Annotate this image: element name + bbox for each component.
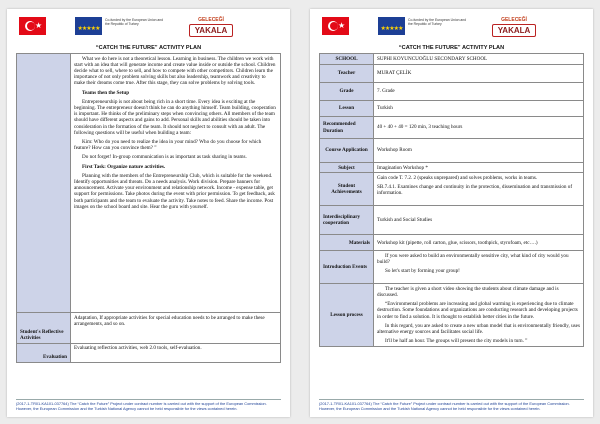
duration-label: Recommended Duration bbox=[320, 117, 374, 139]
activity-plan-table-right bbox=[319, 53, 584, 347]
teacher-value: MURAT ÇELİK bbox=[374, 65, 584, 83]
evaluation-label: Evaluation bbox=[17, 343, 71, 362]
reflective-value: Adaptation, If appropriate activities for special education needs to be arranged to make these arrangements, and so on. bbox=[71, 313, 281, 344]
turkey-flag-logo: ★ bbox=[322, 17, 349, 35]
activity-plan-table-left bbox=[16, 53, 281, 363]
eu-flag-logo: ★★★★★ bbox=[378, 17, 405, 35]
school-value: SUPHI KOYUNCUOĞLU SECONDARY SCHOOL bbox=[374, 54, 584, 65]
process-item: “Environmental problems are increasing and global warming is experiencing due to climate destruction. Some foundations and organizations are conducting research and developing projects in order to find a solution. It is thought to establish better cities in the future. bbox=[377, 301, 578, 320]
activity-body-cell bbox=[71, 54, 281, 313]
right-page bbox=[310, 9, 593, 417]
interdisciplinary-value: Turkish and Social Studies bbox=[374, 206, 584, 235]
intro-item: If you were asked to build an environmentally sensitive city, what kind of city would you build? bbox=[377, 252, 569, 265]
section-heading-teams: Teams then the Setup bbox=[82, 89, 130, 96]
process-item: It'll be half an hour. The groups will present the city models in turn. ” bbox=[385, 338, 528, 345]
achievements-value bbox=[374, 173, 584, 206]
entrepreneurship-paragraph: Entrepreneurship is not about being rich in a short time. Every idea is exciting at the beginning. The entrepreneur doesn't think he can do anything himself. Team building, cooperation is important. He thinks of the preliminary steps when convincing others. All members of the team should have different aspects and gains to add. Personal skills and abilities should be taken into consideration in the formation of the team. It should not neglect to consult with an adult. The following questions will be useful when building a team: bbox=[74, 98, 276, 136]
reminder-paragraph: Do not forget! In-group communication is as important as task sharing in teams. bbox=[82, 154, 247, 161]
plan-title: “CATCH THE FUTURE” ACTIVITY PLAN bbox=[398, 45, 505, 51]
header-logos bbox=[318, 17, 585, 39]
process-item: In this regard, you are asked to create a new urban model that is environmentally friendly, uses alternative energy sources and facilitates social life. bbox=[377, 322, 580, 335]
duration-value: 40 + 40 + 40 = 120 min, 3 teaching hours bbox=[374, 117, 584, 139]
cofund-text: Co-funded by the European Union and the Republic of Turkey bbox=[105, 18, 164, 27]
process-item: The teacher is given a short video showing the students about climate damage and is discussed. bbox=[377, 285, 559, 298]
reflective-label: Student's Reflective Activities bbox=[17, 313, 71, 344]
logo-top-text: GELECEĞİ bbox=[501, 17, 527, 23]
logo-bottom-text: YAKALA bbox=[189, 24, 233, 37]
materials-value: Workshop kit (pipette, roll carton, glue, scissors, toothpick, styrofoam, etc….) bbox=[374, 235, 584, 251]
grade-value: 7. Grade bbox=[374, 83, 584, 101]
eu-flag-logo: ★★★★★ bbox=[75, 17, 102, 35]
achievement-item: Gain code T. 7.2. 2 (speaks unprepared) and solves problems, works in teams. bbox=[377, 174, 538, 181]
grade-label: Grade bbox=[320, 83, 374, 101]
interdisciplinary-label: Interdisciplinary cooperation bbox=[320, 206, 374, 235]
logo-top-text: GELECEĞİ bbox=[198, 17, 224, 23]
footer-disclaimer: (2017-1-TR01-KA101-037764) The “Catch the Future” Project under contract number is carried out with the support of the European Commission. However, the European Commission and the Turkish National Agency cannot be held responsible for the views contained herein. bbox=[319, 399, 584, 412]
gelecegi-yakala-logo bbox=[492, 17, 536, 38]
intro-paragraph: What we do here is not a theoretical lesson. Learning in business. The children we work with start with an idea that will generate income and create value inside or outside the school. Children decide what to sell, where to sell, and how to compete with other competitors. Children learn the importance of not only problem solving skills but also leadership, teamwork and creativity to make their dreams come true. After this stage, they can solve problems by solving tools. bbox=[74, 55, 276, 87]
achievement-item: SB.7.4.1. Examines change and continuity in the protection, dissemination and transmission of information. bbox=[377, 183, 573, 197]
logo-bottom-text: YAKALA bbox=[492, 24, 536, 37]
subject-value: Imagination Workshop * bbox=[374, 163, 584, 173]
lesson-label: Lesson bbox=[320, 101, 374, 117]
plan-title: “CATCH THE FUTURE” ACTIVITY PLAN bbox=[95, 45, 202, 51]
lesson-value: Turkish bbox=[374, 101, 584, 117]
blank-label-cell bbox=[17, 54, 71, 313]
course-application-label: Course Application bbox=[320, 139, 374, 163]
left-page bbox=[7, 9, 290, 417]
materials-label: Materials bbox=[320, 235, 374, 251]
subject-label: Subject bbox=[320, 163, 374, 173]
turkey-flag-logo: ★ bbox=[19, 17, 46, 35]
achievements-label: Student Achievements bbox=[320, 173, 374, 206]
footer-disclaimer: (2017-1-TR01-KA101-037764) The “Catch the Future” Project under contract number is carried out with the support of the European Commission. However, the European Commission and the Turkish National Agency cannot be held responsible for the views contained herein. bbox=[16, 399, 281, 412]
lesson-process-label: Lesson process bbox=[320, 284, 374, 347]
cofund-text: Co-funded by the European Union and the Republic of Turkey bbox=[408, 18, 467, 27]
lesson-process-value bbox=[374, 284, 584, 347]
gelecegi-yakala-logo bbox=[189, 17, 233, 38]
questions-paragraph: Kim: Who do you need to realize the idea in your mind? Who do you choose for which feature? How can you convince them? ” bbox=[74, 138, 262, 152]
section-heading-first-task: First Task: Organize nature activities. bbox=[82, 163, 166, 170]
teacher-label: Teacher bbox=[320, 65, 374, 83]
school-label: SCHOOL bbox=[320, 54, 374, 65]
planning-paragraph: Planning with the members of the Entrepreneurship Club, which is suitable for the weekend. Identify opportunities and threats. Do a needs analysis. Work division. Prepare banners for announcement. Activate your environment and relationship network. Income - expense table, get support for permissions. Take photos during the event with prior permission. To get feedback, ask both participants and the team to evaluate the activity. Take notes to feed. Share the income. Post images on the school board and site. Hear the guru with yourself. bbox=[74, 172, 275, 210]
header-logos bbox=[15, 17, 282, 39]
evaluation-value: Evaluating reflection activities, web 2.0 tools, self-evaluation. bbox=[71, 343, 281, 362]
introduction-events-label: Introduction Events bbox=[320, 251, 374, 284]
introduction-events-value bbox=[374, 251, 584, 284]
course-application-value: Workshop Room bbox=[374, 139, 584, 163]
intro-item: So let's start by forming your group! bbox=[385, 268, 460, 275]
